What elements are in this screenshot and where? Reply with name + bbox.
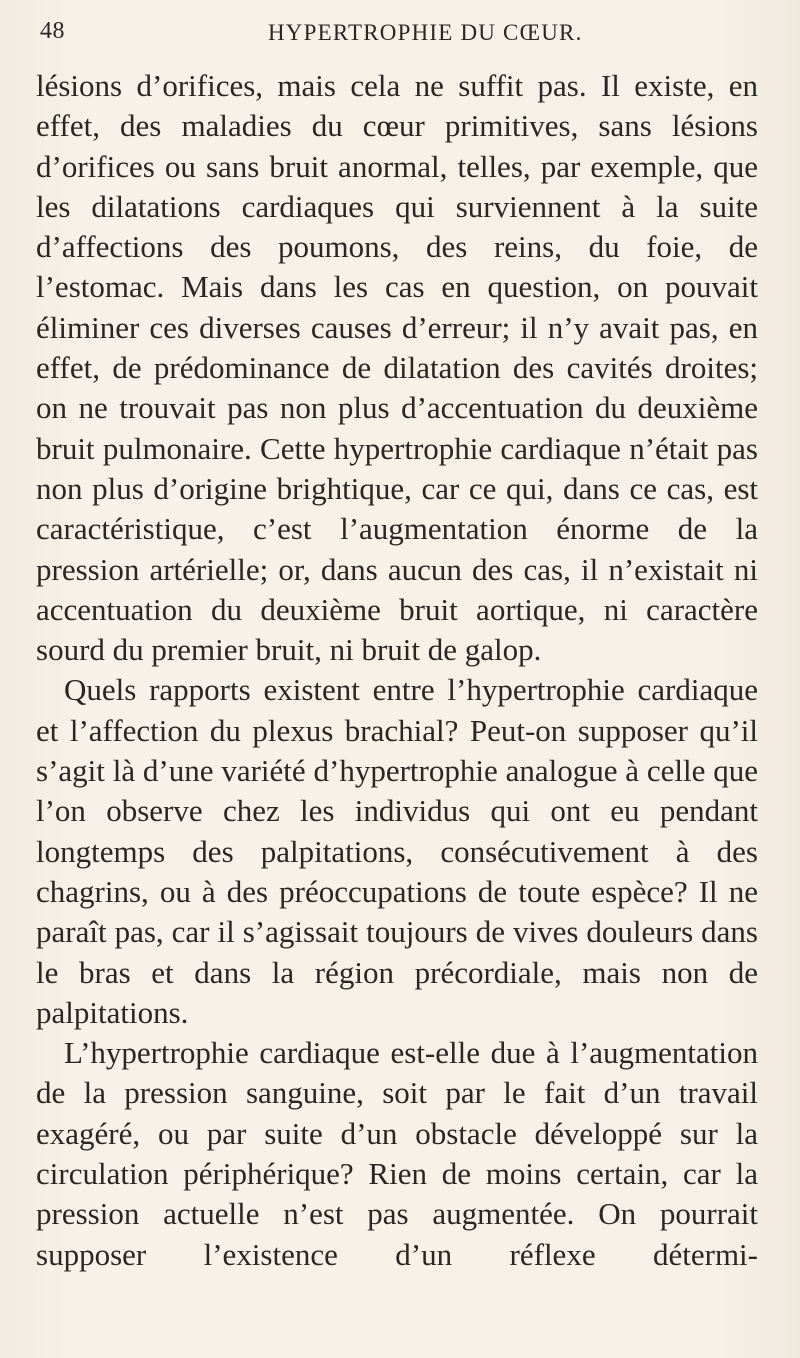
paragraph-2: Quels rapports existent entre l’hypertrophie cardiaque et l’affection du plexus brachial? Peut-on supposer qu’il s’agit là d’une variété d’hypertrophie analogue à celle que l’on observe chez les individus qui ont eu pendant longtemps des palpitations, consécutivement à des chagrins, ou à des préoccupations de toute espèce? Il ne paraît pas, car il s’agissait toujours de vives douleurs dans le bras et dans la région précordiale, mais non de palpitations. bbox=[36, 672, 758, 1030]
body-text bbox=[36, 66, 758, 1275]
paragraph-3: L’hypertrophie cardiaque est-elle due à l’augmentation de la pression sanguine, soit par le fait d’un travail exagéré, ou par suite d’un obstacle développé sur la circulation périphérique? Rien de moins certain, car la pression actuelle n’est pas augmentée. On pourrait supposer l’existence d’un réflexe détermi- bbox=[36, 1035, 758, 1272]
paragraph-1: lésions d’orifices, mais cela ne suffit pas. Il existe, en effet, des maladies du cœur primitives, sans lésions d’orifices ou sans bruit anormal, telles, par exemple, que les dilatations cardiaques qui surviennent à la suite d’affections des poumons, des reins, du foie, de l’estomac. Mais dans les cas en question, on pouvait éliminer ces diverses causes d’erreur; il n’y avait pas, en effet, de prédominance de dilatation des cavités droites; on ne trouvait pas non plus d’accentuation du deuxième bruit pulmonaire. Cette hypertrophie cardiaque n’était pas non plus d’origine brightique, car ce qui, dans ce cas, est caractéristique, c’est l’augmentation énorme de la pression artérielle; or, dans aucun des cas, il n’existait ni accentuation du deuxième bruit aortique, ni caractère sourd du premier bruit, ni bruit de galop. bbox=[36, 68, 758, 668]
page-number: 48 bbox=[40, 18, 65, 44]
running-head bbox=[36, 12, 764, 52]
running-title: HYPERTROPHIE DU CŒUR. bbox=[268, 20, 583, 45]
